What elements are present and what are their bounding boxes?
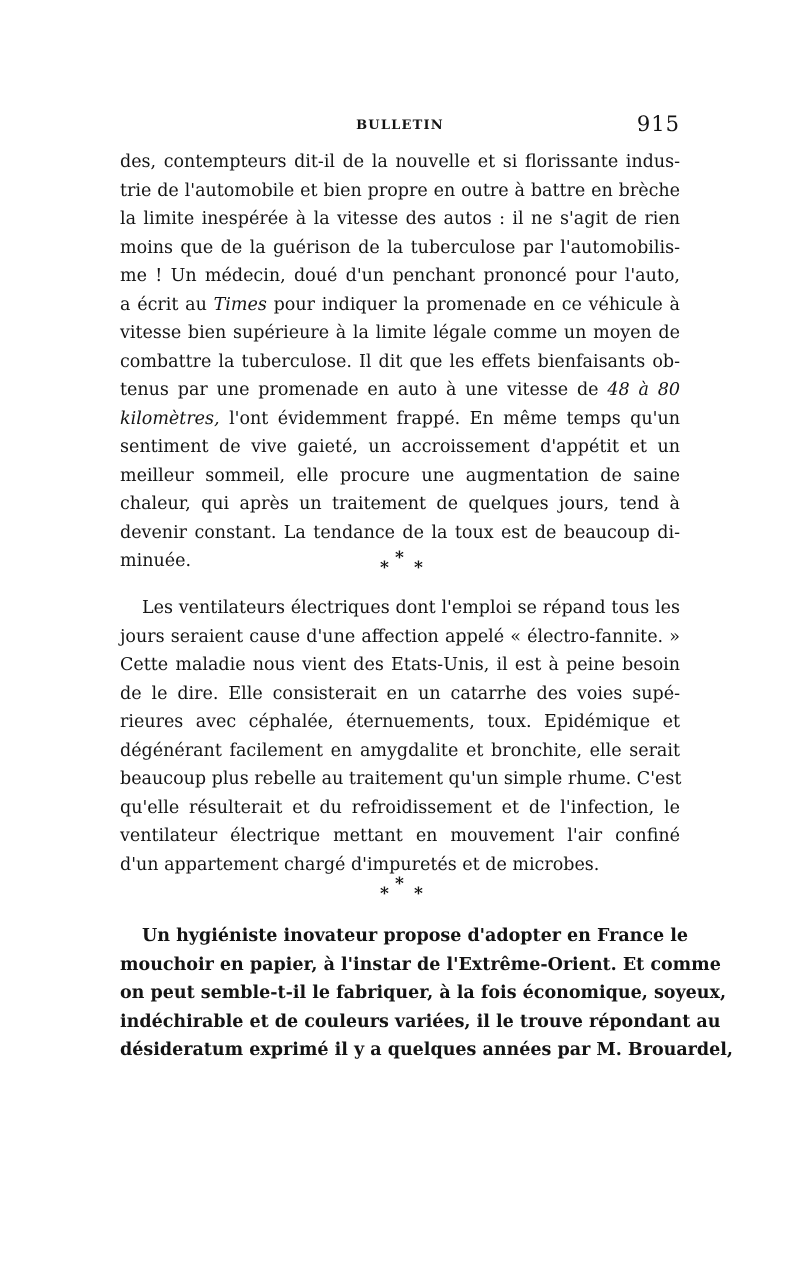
asterism-divider [340,550,460,586]
text-line: désideratum exprimé il y a quelques années par M. Brouardel, [120,1040,734,1060]
text-line: devenir constant. La tendance de la toux est de beaucoup di- [120,522,680,543]
text-line: Cette maladie nous vient des Etats-Unis, il est à peine besoin [120,655,680,675]
text-line: sentiment de vive gaieté, un accroissement d'appétit et un [120,437,680,457]
text-line: Un hygiéniste inovateur propose d'adopter en France le [142,926,689,946]
text-line: ventilateur électrique mettant en mouvement l'air confiné [120,826,680,846]
text-line: d'un appartement chargé d'impuretés et de microbes. [120,854,600,875]
text-line: trie de l'automobile et bien propre en outre à battre en brèche [120,180,680,201]
asterisk: * [395,874,404,894]
text-line: rieures avec céphalée, éternuements, toux. Epidémique et [120,712,680,732]
text-line: combattre la tuberculose. Il dit que les effets bienfaisants ob- [120,351,680,372]
text-line: la limite inespérée à la vitesse des autos : il ne s'agit de rien [120,209,680,229]
asterisk: * [380,558,389,578]
asterisk: * [414,884,423,904]
text-line: on peut semble-t-il le fabriquer, à la fois économique, soyeux, [120,983,727,1003]
text-line: minuée. [120,551,192,571]
asterisk: * [380,884,389,904]
text-line: beaucoup plus rebelle au traitement qu'un simple rhume. C'est [120,769,682,789]
text-line: des, contempteurs dit-il de la nouvelle et si florissante indus- [120,152,680,172]
text-line: dégénérant facilement en amygdalite et bronchite, elle serait [120,740,680,761]
text-line: qu'elle résulterait et du refroidissement et de l'infection, le [120,797,680,818]
text-line [120,291,680,320]
paragraph-paper-handkerchief [120,922,734,1065]
text-line: de le dire. Elle consisterait en un catarrhe des voies supé- [120,683,680,704]
text-span: pour indiquer la promenade en ce véhicule à [266,294,680,315]
running-head [120,112,680,140]
text-line: me ! Un médecin, doué d'un penchant prononcé pour l'auto, [120,266,680,286]
page-number: 915 [636,112,680,136]
speed-unit: kilomètres, [120,408,220,429]
text-span: a écrit au [120,294,214,315]
asterism-divider [340,876,460,912]
paragraph-automobile-tuberculosis [120,148,680,576]
asterisk: * [395,548,404,568]
speed-value: 48 à 80 [607,380,680,400]
text-line: mouchoir en papier, à l'instar de l'Extrême-Orient. Et comme [120,954,721,975]
text-line [120,376,680,405]
text-line: moins que de la guérison de la tuberculose par l'automobilis- [120,237,680,258]
text-span: l'ont évidemment frappé. En même temps qu'un [219,408,680,429]
newspaper-title: Times [213,294,267,315]
paragraph-electro-fannite [120,594,680,879]
text-line: chaleur, qui après un traitement de quelques jours, tend à [120,494,680,514]
text-line [120,405,680,434]
text-line: indéchirable et de couleurs variées, il le trouve répondant au [120,1011,721,1032]
text-line: Les ventilateurs électriques dont l'emploi se répand tous les [142,598,680,618]
text-line: jours seraient cause d'une affection appelé « électro-fannite. » [120,626,680,647]
text-line: meilleur sommeil, elle procure une augmentation de saine [120,465,680,486]
asterisk: * [414,558,423,578]
text-line: vitesse bien supérieure à la limite légale comme un moyen de [120,323,680,343]
running-title: BULLETIN [356,118,444,133]
text-span: tenus par une promenade en auto à une vitesse de [120,380,608,400]
